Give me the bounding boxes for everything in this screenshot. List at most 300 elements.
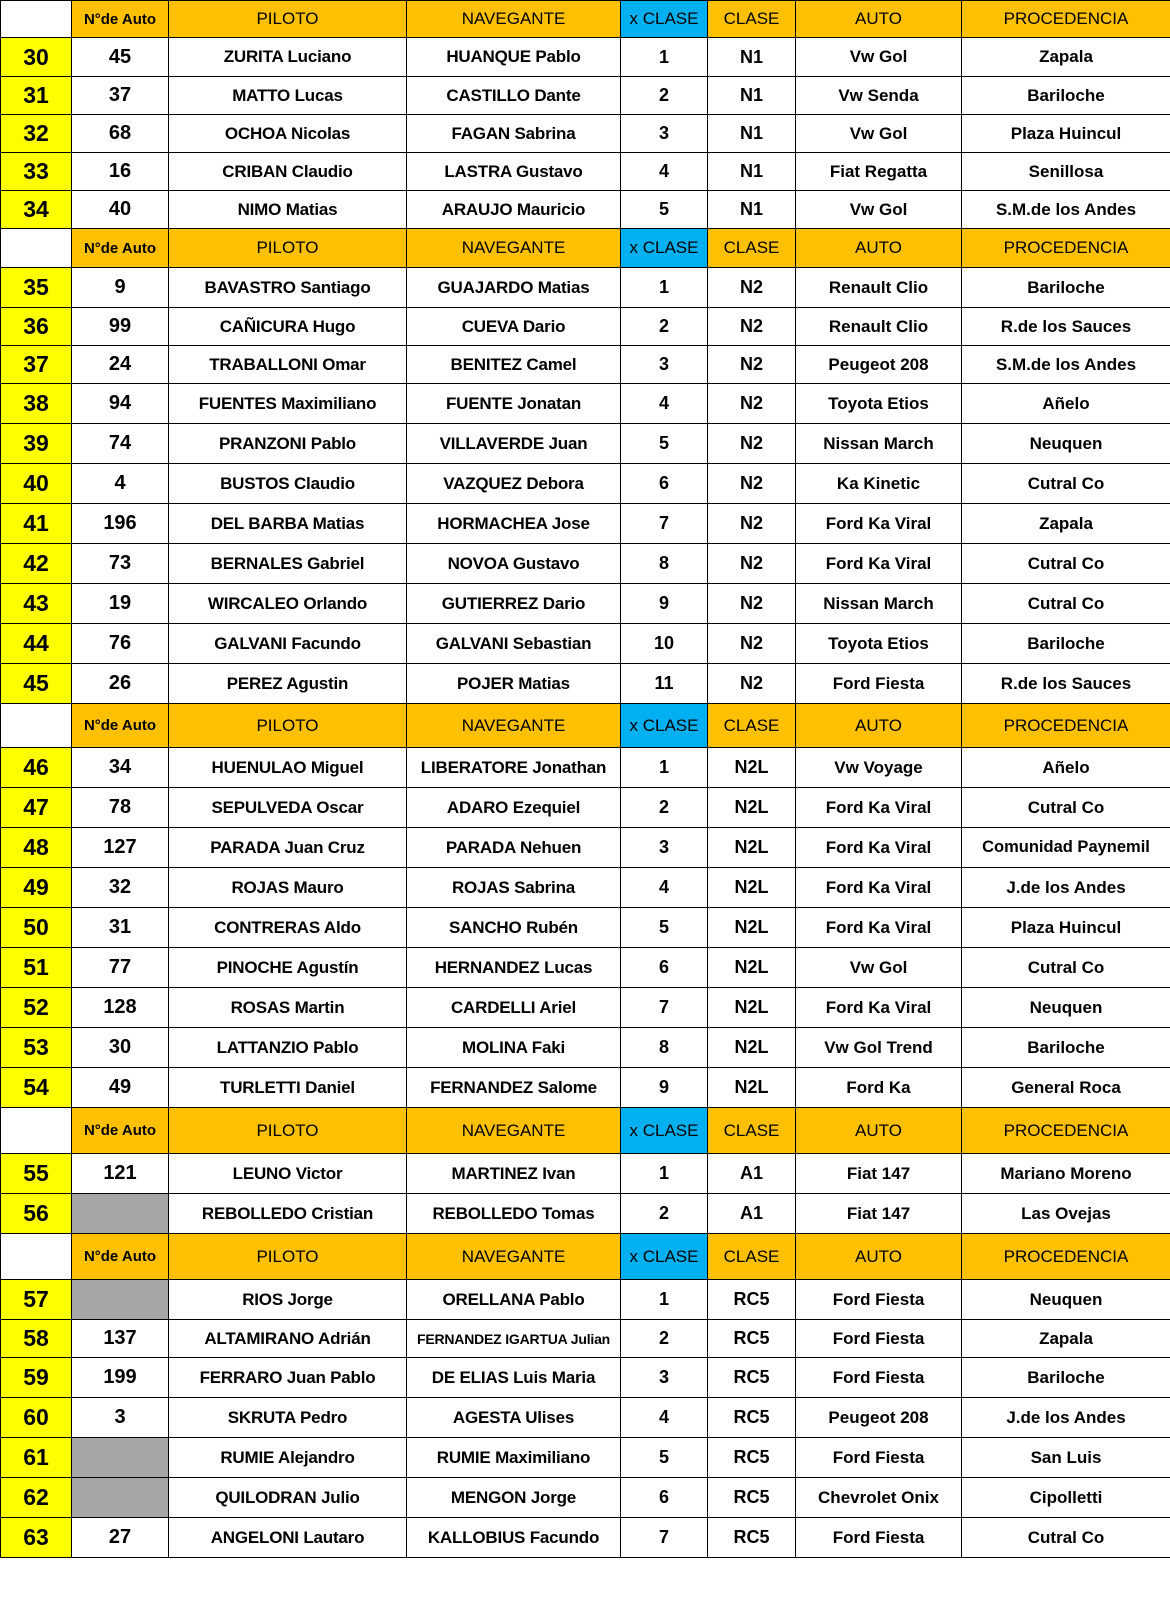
origin-city[interactable]: Añelo [962,748,1170,788]
table-row[interactable] [1,504,1170,544]
class-position[interactable]: 7 [621,1518,708,1558]
pilot-name[interactable] [169,384,407,424]
table-row[interactable] [1,948,1170,988]
header-clase[interactable]: CLASE [708,1234,796,1280]
pilot-name[interactable] [169,308,407,346]
car-model[interactable]: Chevrolet Onix [796,1478,962,1518]
class-position[interactable]: 4 [621,868,708,908]
class-code[interactable]: N2L [708,868,796,908]
car-model[interactable]: Vw Gol [796,115,962,153]
class-position[interactable]: 9 [621,1068,708,1108]
header-x-clase[interactable]: x CLASE [621,1108,708,1154]
header-clase[interactable]: CLASE [708,1,796,38]
table-row[interactable] [1,988,1170,1028]
navigator-name[interactable] [407,1518,621,1558]
header-piloto[interactable]: PILOTO [169,229,407,268]
row-index[interactable]: 35 [1,268,72,308]
car-number[interactable] [72,1438,169,1478]
car-model[interactable]: Vw Voyage [796,748,962,788]
class-position[interactable]: 11 [621,664,708,704]
navigator-name[interactable] [407,346,621,384]
navigator-name[interactable] [407,584,621,624]
header-procedencia[interactable]: PROCEDENCIA [962,704,1170,748]
table-row[interactable] [1,868,1170,908]
origin-city[interactable]: Cutral Co [962,788,1170,828]
origin-city[interactable]: Bariloche [962,624,1170,664]
row-index[interactable]: 40 [1,464,72,504]
pilot-name[interactable] [169,153,407,191]
car-number[interactable]: 31 [72,908,169,948]
pilot-name[interactable] [169,77,407,115]
car-model[interactable]: Ford Ka Viral [796,988,962,1028]
navigator-name[interactable] [407,908,621,948]
navigator-name[interactable] [407,384,621,424]
navigator-name[interactable] [407,748,621,788]
car-number[interactable]: 30 [72,1028,169,1068]
class-position[interactable]: 5 [621,191,708,229]
car-number[interactable]: 9 [72,268,169,308]
row-index[interactable]: 45 [1,664,72,704]
car-number[interactable]: 19 [72,584,169,624]
car-number[interactable]: 45 [72,38,169,77]
car-model[interactable]: Ford Ka Viral [796,504,962,544]
class-code[interactable]: N2 [708,664,796,704]
class-code[interactable]: N2 [708,424,796,464]
row-index[interactable]: 41 [1,504,72,544]
table-row[interactable] [1,115,1170,153]
table-row[interactable] [1,153,1170,191]
navigator-name[interactable] [407,948,621,988]
pilot-name[interactable] [169,988,407,1028]
table-row[interactable] [1,38,1170,77]
class-code[interactable]: N1 [708,38,796,77]
navigator-name[interactable] [407,504,621,544]
class-position[interactable]: 3 [621,1358,708,1398]
row-index[interactable]: 52 [1,988,72,1028]
table-row[interactable] [1,788,1170,828]
row-index[interactable]: 34 [1,191,72,229]
navigator-name[interactable] [407,464,621,504]
car-number[interactable]: 4 [72,464,169,504]
origin-city[interactable]: Bariloche [962,77,1170,115]
class-position[interactable]: 2 [621,77,708,115]
origin-city[interactable]: Zapala [962,38,1170,77]
car-model[interactable]: Ford Ka Viral [796,868,962,908]
header-auto[interactable]: AUTO [796,704,962,748]
car-number[interactable]: 26 [72,664,169,704]
class-position[interactable]: 4 [621,1398,708,1438]
class-code[interactable]: N2L [708,1028,796,1068]
class-position[interactable]: 6 [621,1478,708,1518]
navigator-name[interactable] [407,828,621,868]
table-row[interactable] [1,544,1170,584]
row-index[interactable]: 63 [1,1518,72,1558]
header-auto[interactable]: AUTO [796,1,962,38]
navigator-name[interactable] [407,153,621,191]
header-auto-number[interactable]: N°de Auto [72,1234,169,1280]
origin-city[interactable]: Cutral Co [962,948,1170,988]
class-position[interactable]: 3 [621,828,708,868]
class-code[interactable]: N2 [708,268,796,308]
pilot-name[interactable] [169,1358,407,1398]
header-auto-number[interactable]: N°de Auto [72,1,169,38]
pilot-name[interactable] [169,1478,407,1518]
origin-city[interactable]: J.de los Andes [962,868,1170,908]
origin-city[interactable]: Añelo [962,384,1170,424]
pilot-name[interactable] [169,464,407,504]
class-code[interactable]: N2L [708,908,796,948]
header-x-clase[interactable]: x CLASE [621,1234,708,1280]
row-index[interactable]: 50 [1,908,72,948]
car-number[interactable]: 34 [72,748,169,788]
table-row[interactable] [1,384,1170,424]
class-code[interactable]: N2 [708,624,796,664]
header-auto[interactable]: AUTO [796,1108,962,1154]
row-index[interactable]: 44 [1,624,72,664]
car-number[interactable]: 37 [72,77,169,115]
table-row[interactable] [1,1154,1170,1194]
table-row[interactable] [1,424,1170,464]
car-model[interactable]: Toyota Etios [796,384,962,424]
origin-city[interactable]: Plaza Huincul [962,908,1170,948]
row-index[interactable]: 38 [1,384,72,424]
pilot-name[interactable] [169,1518,407,1558]
class-code[interactable]: RC5 [708,1398,796,1438]
class-position[interactable]: 6 [621,464,708,504]
origin-city[interactable]: Bariloche [962,268,1170,308]
pilot-name[interactable] [169,268,407,308]
car-number[interactable]: 73 [72,544,169,584]
pilot-name[interactable] [169,1320,407,1358]
class-position[interactable]: 2 [621,788,708,828]
class-position[interactable]: 8 [621,1028,708,1068]
header-procedencia[interactable]: PROCEDENCIA [962,1108,1170,1154]
car-number[interactable]: 77 [72,948,169,988]
row-index[interactable]: 46 [1,748,72,788]
table-row[interactable] [1,191,1170,229]
pilot-name[interactable] [169,1398,407,1438]
car-model[interactable]: Ford Fiesta [796,1518,962,1558]
row-index[interactable]: 30 [1,38,72,77]
origin-city[interactable]: Cutral Co [962,464,1170,504]
class-code[interactable]: N2 [708,584,796,624]
navigator-name[interactable] [407,544,621,584]
pilot-name[interactable] [169,748,407,788]
pilot-name[interactable] [169,544,407,584]
row-index[interactable]: 47 [1,788,72,828]
origin-city[interactable]: Cutral Co [962,584,1170,624]
origin-city[interactable]: Mariano Moreno [962,1154,1170,1194]
origin-city[interactable]: Neuquen [962,424,1170,464]
class-code[interactable]: N2L [708,948,796,988]
pilot-name[interactable] [169,346,407,384]
pilot-name[interactable] [169,191,407,229]
class-position[interactable]: 6 [621,948,708,988]
class-position[interactable]: 2 [621,308,708,346]
table-row[interactable] [1,1068,1170,1108]
row-index[interactable]: 58 [1,1320,72,1358]
pilot-name[interactable] [169,908,407,948]
row-index[interactable]: 39 [1,424,72,464]
class-code[interactable]: N2 [708,464,796,504]
table-row[interactable] [1,1194,1170,1234]
class-position[interactable]: 1 [621,38,708,77]
table-row[interactable] [1,1478,1170,1518]
car-model[interactable]: Peugeot 208 [796,346,962,384]
origin-city[interactable]: Bariloche [962,1358,1170,1398]
class-code[interactable]: RC5 [708,1438,796,1478]
car-number[interactable]: 94 [72,384,169,424]
car-model[interactable]: Vw Gol [796,191,962,229]
header-navegante[interactable]: NAVEGANTE [407,229,621,268]
row-index[interactable]: 48 [1,828,72,868]
origin-city[interactable]: Bariloche [962,1028,1170,1068]
pilot-name[interactable] [169,868,407,908]
navigator-name[interactable] [407,1154,621,1194]
car-number[interactable] [72,1280,169,1320]
header-clase[interactable]: CLASE [708,1108,796,1154]
table-row[interactable] [1,1358,1170,1398]
header-auto-number[interactable]: N°de Auto [72,704,169,748]
class-code[interactable]: RC5 [708,1518,796,1558]
header-piloto[interactable]: PILOTO [169,704,407,748]
header-procedencia[interactable]: PROCEDENCIA [962,229,1170,268]
table-row[interactable] [1,346,1170,384]
header-piloto[interactable]: PILOTO [169,1,407,38]
header-navegante[interactable]: NAVEGANTE [407,1108,621,1154]
origin-city[interactable]: Senillosa [962,153,1170,191]
row-index[interactable]: 43 [1,584,72,624]
table-row[interactable] [1,584,1170,624]
row-index[interactable]: 42 [1,544,72,584]
table-row[interactable] [1,624,1170,664]
origin-city[interactable]: Comunidad Paynemil [962,828,1170,868]
header-navegante[interactable]: NAVEGANTE [407,704,621,748]
header-piloto[interactable]: PILOTO [169,1108,407,1154]
row-index[interactable]: 49 [1,868,72,908]
car-number[interactable]: 32 [72,868,169,908]
row-index[interactable]: 55 [1,1154,72,1194]
origin-city[interactable]: Cutral Co [962,1518,1170,1558]
car-model[interactable]: Ka Kinetic [796,464,962,504]
navigator-name[interactable] [407,115,621,153]
navigator-name[interactable] [407,788,621,828]
car-model[interactable]: Toyota Etios [796,624,962,664]
row-index[interactable]: 56 [1,1194,72,1234]
pilot-name[interactable] [169,828,407,868]
table-row[interactable] [1,1028,1170,1068]
navigator-name[interactable] [407,308,621,346]
header-piloto[interactable]: PILOTO [169,1234,407,1280]
car-number[interactable]: 76 [72,624,169,664]
car-model[interactable]: Nissan March [796,424,962,464]
pilot-name[interactable] [169,115,407,153]
navigator-name[interactable] [407,1068,621,1108]
table-row[interactable] [1,268,1170,308]
car-model[interactable]: Fiat 147 [796,1154,962,1194]
car-number[interactable]: 16 [72,153,169,191]
pilot-name[interactable] [169,1438,407,1478]
car-number[interactable]: 49 [72,1068,169,1108]
navigator-name[interactable] [407,1398,621,1438]
car-model[interactable]: Fiat 147 [796,1194,962,1234]
header-procedencia[interactable]: PROCEDENCIA [962,1234,1170,1280]
pilot-name[interactable] [169,664,407,704]
row-index[interactable]: 61 [1,1438,72,1478]
origin-city[interactable]: Cipolletti [962,1478,1170,1518]
car-model[interactable]: Ford Fiesta [796,664,962,704]
car-number[interactable] [72,1478,169,1518]
origin-city[interactable]: Zapala [962,1320,1170,1358]
navigator-name[interactable] [407,424,621,464]
pilot-name[interactable] [169,788,407,828]
class-position[interactable]: 2 [621,1194,708,1234]
table-row[interactable] [1,1280,1170,1320]
navigator-name[interactable] [407,1438,621,1478]
class-code[interactable]: N2 [708,504,796,544]
row-index[interactable]: 60 [1,1398,72,1438]
table-row[interactable] [1,308,1170,346]
navigator-name[interactable] [407,191,621,229]
class-code[interactable]: N2 [708,384,796,424]
row-index[interactable]: 53 [1,1028,72,1068]
row-index[interactable]: 36 [1,308,72,346]
navigator-name[interactable] [407,77,621,115]
class-position[interactable]: 9 [621,584,708,624]
table-row[interactable] [1,1518,1170,1558]
table-row[interactable] [1,77,1170,115]
car-model[interactable]: Vw Gol [796,38,962,77]
header-auto-number[interactable]: N°de Auto [72,1108,169,1154]
class-code[interactable]: N2L [708,1068,796,1108]
table-row[interactable] [1,908,1170,948]
car-model[interactable]: Vw Gol Trend [796,1028,962,1068]
navigator-name[interactable] [407,868,621,908]
car-model[interactable]: Ford Ka Viral [796,788,962,828]
row-index[interactable]: 33 [1,153,72,191]
row-index[interactable]: 51 [1,948,72,988]
class-code[interactable]: N2 [708,308,796,346]
class-code[interactable]: N2L [708,828,796,868]
car-model[interactable]: Vw Senda [796,77,962,115]
table-row[interactable] [1,1438,1170,1478]
origin-city[interactable]: Neuquen [962,988,1170,1028]
origin-city[interactable]: S.M.de los Andes [962,346,1170,384]
pilot-name[interactable] [169,948,407,988]
origin-city[interactable]: Neuquen [962,1280,1170,1320]
car-model[interactable]: Ford Ka Viral [796,544,962,584]
pilot-name[interactable] [169,1194,407,1234]
car-model[interactable]: Peugeot 208 [796,1398,962,1438]
pilot-name[interactable] [169,584,407,624]
origin-city[interactable]: General Roca [962,1068,1170,1108]
header-auto-number[interactable]: N°de Auto [72,229,169,268]
table-row[interactable] [1,664,1170,704]
origin-city[interactable]: San Luis [962,1438,1170,1478]
navigator-name[interactable] [407,1478,621,1518]
header-procedencia[interactable]: PROCEDENCIA [962,1,1170,38]
pilot-name[interactable] [169,1068,407,1108]
header-x-clase[interactable]: x CLASE [621,1,708,38]
class-code[interactable]: N2 [708,346,796,384]
car-model[interactable]: Ford Fiesta [796,1358,962,1398]
class-position[interactable]: 4 [621,153,708,191]
table-row[interactable] [1,1398,1170,1438]
row-index[interactable]: 32 [1,115,72,153]
class-position[interactable]: 1 [621,1154,708,1194]
class-code[interactable]: RC5 [708,1320,796,1358]
class-position[interactable]: 5 [621,908,708,948]
class-position[interactable]: 5 [621,1438,708,1478]
origin-city[interactable]: R.de los Sauces [962,664,1170,704]
header-x-clase[interactable]: x CLASE [621,229,708,268]
navigator-name[interactable] [407,624,621,664]
navigator-name[interactable] [407,1194,621,1234]
navigator-name[interactable] [407,664,621,704]
class-code[interactable]: N1 [708,77,796,115]
navigator-name[interactable] [407,1028,621,1068]
car-model[interactable]: Ford Ka Viral [796,828,962,868]
car-model[interactable]: Vw Gol [796,948,962,988]
table-row[interactable] [1,748,1170,788]
class-code[interactable]: A1 [708,1154,796,1194]
header-clase[interactable]: CLASE [708,704,796,748]
header-auto[interactable]: AUTO [796,1234,962,1280]
class-code[interactable]: N1 [708,115,796,153]
car-model[interactable]: Ford Fiesta [796,1438,962,1478]
car-model[interactable]: Fiat Regatta [796,153,962,191]
class-code[interactable]: N2L [708,748,796,788]
car-number[interactable]: 199 [72,1358,169,1398]
pilot-name[interactable] [169,504,407,544]
origin-city[interactable]: J.de los Andes [962,1398,1170,1438]
class-position[interactable]: 2 [621,1320,708,1358]
class-position[interactable]: 1 [621,1280,708,1320]
pilot-name[interactable] [169,1028,407,1068]
class-code[interactable]: N2 [708,544,796,584]
class-position[interactable]: 3 [621,115,708,153]
car-number[interactable]: 128 [72,988,169,1028]
header-navegante[interactable]: NAVEGANTE [407,1234,621,1280]
header-x-clase[interactable]: x CLASE [621,704,708,748]
navigator-name[interactable] [407,268,621,308]
car-number[interactable]: 121 [72,1154,169,1194]
origin-city[interactable]: Zapala [962,504,1170,544]
class-code[interactable]: N1 [708,153,796,191]
row-index[interactable]: 31 [1,77,72,115]
origin-city[interactable]: Plaza Huincul [962,115,1170,153]
car-number[interactable]: 137 [72,1320,169,1358]
origin-city[interactable]: S.M.de los Andes [962,191,1170,229]
car-number[interactable]: 74 [72,424,169,464]
car-model[interactable]: Ford Ka [796,1068,962,1108]
class-code[interactable]: RC5 [708,1478,796,1518]
header-navegante[interactable]: NAVEGANTE [407,1,621,38]
class-position[interactable]: 1 [621,268,708,308]
car-number[interactable]: 40 [72,191,169,229]
row-index[interactable]: 62 [1,1478,72,1518]
car-model[interactable]: Ford Ka Viral [796,908,962,948]
navigator-name[interactable] [407,38,621,77]
car-number[interactable]: 27 [72,1518,169,1558]
car-model[interactable]: Nissan March [796,584,962,624]
class-code[interactable]: N1 [708,191,796,229]
pilot-name[interactable] [169,1154,407,1194]
header-auto[interactable]: AUTO [796,229,962,268]
car-number[interactable]: 196 [72,504,169,544]
row-index[interactable]: 37 [1,346,72,384]
class-position[interactable]: 8 [621,544,708,584]
